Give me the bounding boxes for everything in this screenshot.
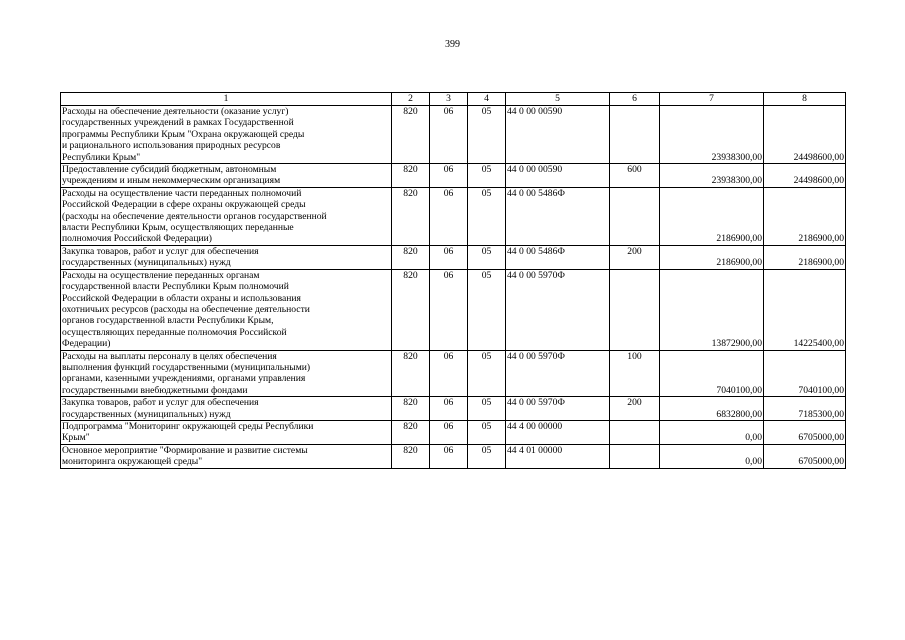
column-header: 2	[392, 93, 430, 106]
cell-target-article: 44 0 00 5486Ф	[506, 187, 610, 245]
cell-expense-type: 200	[610, 245, 660, 269]
column-header: 7	[660, 93, 764, 106]
table-row	[61, 397, 846, 421]
description-line: Предоставление субсидий бюджетным, автономным	[62, 164, 277, 176]
cell-amount-year-2: 7185300,00	[764, 397, 846, 421]
cell-expense-type	[610, 106, 660, 164]
cell-description	[61, 420, 392, 444]
cell-subsection: 05	[468, 350, 506, 397]
cell-section: 06	[430, 245, 468, 269]
cell-target-article: 44 0 00 5970Ф	[506, 397, 610, 421]
cell-expense-type: 200	[610, 397, 660, 421]
cell-subsection: 05	[468, 269, 506, 350]
table-row	[61, 187, 846, 245]
cell-section: 06	[430, 269, 468, 350]
table-row	[61, 245, 846, 269]
table-header-row	[61, 93, 846, 106]
cell-subsection: 05	[468, 397, 506, 421]
cell-ministry-code: 820	[392, 269, 430, 350]
description-line: охотничьих ресурсов (расходы на обеспечение деятельности	[62, 303, 310, 315]
column-header: 5	[506, 93, 610, 106]
description-line: государственными внебюджетными фондами	[62, 384, 248, 396]
cell-ministry-code: 820	[392, 245, 430, 269]
description-line: власти Республики Крым, осуществляющих переданные	[62, 222, 294, 234]
cell-ministry-code: 820	[392, 164, 430, 188]
table-row	[61, 420, 846, 444]
description-line: Республики Крым"	[62, 151, 141, 163]
cell-target-article: 44 0 00 5486Ф	[506, 245, 610, 269]
cell-description	[61, 187, 392, 245]
cell-expense-type	[610, 420, 660, 444]
description-line: программы Республики Крым "Охрана окружающей среды	[62, 128, 305, 140]
column-header: 3	[430, 93, 468, 106]
description-line: Федерации)	[62, 338, 111, 350]
description-line: Расходы на выплаты персоналу в целях обеспечения	[62, 350, 277, 362]
cell-ministry-code: 820	[392, 106, 430, 164]
cell-target-article: 44 0 00 5970Ф	[506, 350, 610, 397]
cell-subsection: 05	[468, 420, 506, 444]
cell-description	[61, 245, 392, 269]
description-line: государственных (муниципальных) нужд	[62, 408, 231, 420]
cell-ministry-code: 820	[392, 444, 430, 468]
description-line: и рационального использования природных ресурсов	[62, 140, 281, 152]
description-line: государственной власти Республики Крым полномочий	[62, 281, 289, 293]
cell-expense-type	[610, 187, 660, 245]
cell-expense-type	[610, 444, 660, 468]
cell-description	[61, 350, 392, 397]
description-line: Основное мероприятие "Формирование и развитие системы	[62, 444, 308, 456]
cell-expense-type: 600	[610, 164, 660, 188]
description-line: Расходы на обеспечение деятельности (оказание услуг)	[62, 106, 289, 117]
table-row	[61, 164, 846, 188]
cell-amount-year-1: 13872900,00	[660, 269, 764, 350]
cell-description	[61, 444, 392, 468]
column-header: 1	[61, 93, 392, 106]
description-line: Подпрограмма "Мониторинг окружающей среды Республики	[62, 420, 314, 432]
cell-amount-year-2: 14225400,00	[764, 269, 846, 350]
cell-target-article: 44 0 00 00590	[506, 106, 610, 164]
cell-subsection: 05	[468, 106, 506, 164]
cell-amount-year-2: 24498600,00	[764, 106, 846, 164]
description-line: мониторинга окружающей среды"	[62, 456, 203, 468]
cell-subsection: 05	[468, 245, 506, 269]
cell-amount-year-2: 24498600,00	[764, 164, 846, 188]
cell-target-article: 44 0 00 00590	[506, 164, 610, 188]
description-line: Расходы на осуществление части переданных полномочий	[62, 187, 302, 199]
cell-description	[61, 164, 392, 188]
cell-amount-year-1: 2186900,00	[660, 187, 764, 245]
cell-subsection: 05	[468, 444, 506, 468]
table-row	[61, 269, 846, 350]
description-line: Закупка товаров, работ и услуг для обеспечения	[62, 397, 259, 409]
cell-amount-year-1: 23938300,00	[660, 164, 764, 188]
cell-ministry-code: 820	[392, 187, 430, 245]
cell-expense-type: 100	[610, 350, 660, 397]
cell-amount-year-1: 0,00	[660, 444, 764, 468]
cell-subsection: 05	[468, 164, 506, 188]
table-row	[61, 444, 846, 468]
description-line: государственных (муниципальных) нужд	[62, 257, 231, 269]
description-line: осуществляющих переданные полномочия Российской	[62, 326, 287, 338]
description-line: полномочия Российской Федерации)	[62, 233, 212, 245]
cell-section: 06	[430, 106, 468, 164]
column-header: 4	[468, 93, 506, 106]
description-line: органами, казенными учреждениями, органами управления	[62, 373, 306, 385]
column-header: 6	[610, 93, 660, 106]
description-line: (расходы на обеспечение деятельности органов государственной	[62, 210, 327, 222]
cell-amount-year-1: 2186900,00	[660, 245, 764, 269]
cell-target-article: 44 0 00 5970Ф	[506, 269, 610, 350]
description-line: учреждениям и иным некоммерческим организациям	[62, 175, 281, 187]
description-line: государственных учреждений в рамках Государственной	[62, 117, 294, 129]
cell-section: 06	[430, 420, 468, 444]
cell-amount-year-1: 6832800,00	[660, 397, 764, 421]
cell-subsection: 05	[468, 187, 506, 245]
cell-target-article: 44 4 01 00000	[506, 444, 610, 468]
description-line: органов государственной власти Республики Крым,	[62, 315, 274, 327]
cell-ministry-code: 820	[392, 420, 430, 444]
description-line: Расходы на осуществление переданных органам	[62, 269, 260, 281]
column-header: 8	[764, 93, 846, 106]
cell-description	[61, 269, 392, 350]
cell-amount-year-2: 2186900,00	[764, 245, 846, 269]
cell-ministry-code: 820	[392, 397, 430, 421]
cell-ministry-code: 820	[392, 350, 430, 397]
cell-expense-type	[610, 269, 660, 350]
description-line: Крым"	[62, 432, 90, 444]
cell-amount-year-2: 6705000,00	[764, 420, 846, 444]
description-line: Российской Федерации в сфере охраны окружающей среды	[62, 199, 306, 211]
cell-section: 06	[430, 187, 468, 245]
budget-table	[60, 92, 846, 469]
cell-description	[61, 106, 392, 164]
cell-section: 06	[430, 350, 468, 397]
cell-amount-year-2: 6705000,00	[764, 444, 846, 468]
cell-amount-year-1: 7040100,00	[660, 350, 764, 397]
description-line: выполнения функций государственными (муниципальными)	[62, 361, 311, 373]
page-number: 399	[445, 39, 460, 50]
cell-amount-year-1: 23938300,00	[660, 106, 764, 164]
cell-section: 06	[430, 397, 468, 421]
description-line: Закупка товаров, работ и услуг для обеспечения	[62, 245, 259, 257]
cell-section: 06	[430, 444, 468, 468]
cell-target-article: 44 4 00 00000	[506, 420, 610, 444]
table-row	[61, 106, 846, 164]
cell-amount-year-1: 0,00	[660, 420, 764, 444]
cell-amount-year-2: 2186900,00	[764, 187, 846, 245]
cell-amount-year-2: 7040100,00	[764, 350, 846, 397]
description-line: Российской Федерации в области охраны и использования	[62, 292, 301, 304]
table-row	[61, 350, 846, 397]
cell-description	[61, 397, 392, 421]
cell-section: 06	[430, 164, 468, 188]
